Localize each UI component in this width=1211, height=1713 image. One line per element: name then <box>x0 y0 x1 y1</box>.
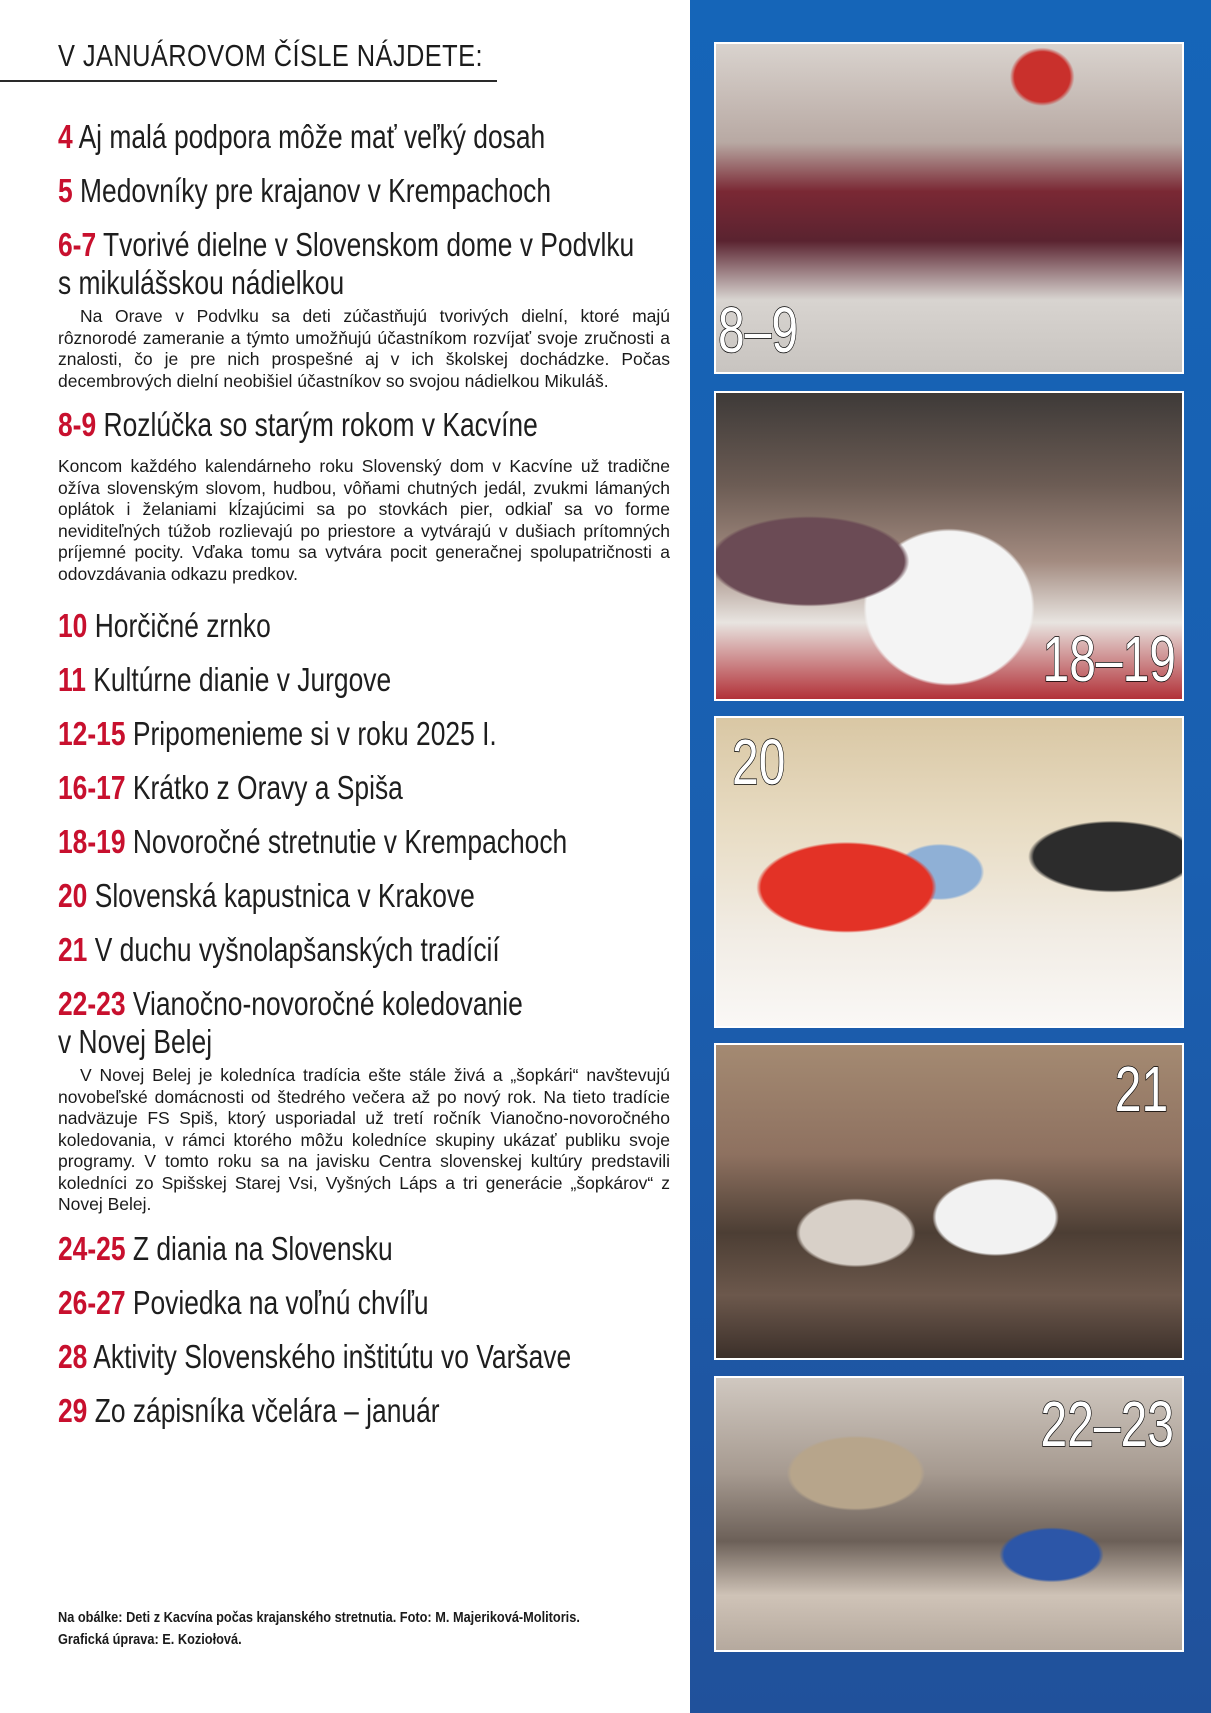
entry-title: Horčičné zrnko <box>94 607 271 644</box>
entry-summary: Na Orave v Podvlku sa deti zúčastňujú tvorivých dielní, ktoré majú rôznorodé zameranie a týmto umožňujú účastníkom rozvíjať svoje zručnosti a znalosti, čo je pre nich prospešné aj v ich školskej dochádzke. Počas decembrových dielní neobišiel účastníkov so svojou nádielkou Mikuláš. <box>58 306 670 391</box>
page-number: 29 <box>58 1391 88 1429</box>
photo-banquet-table[interactable] <box>714 391 1184 701</box>
page-number: 16-17 <box>58 769 126 806</box>
page-number: 28 <box>58 1337 88 1375</box>
photo-page-label: 18–19 <box>1042 623 1176 695</box>
page-number: 10 <box>58 607 88 644</box>
entry-title: Z diania na Slovensku <box>132 1229 393 1267</box>
entry-title: Zo zápisníka včelára – január <box>94 1391 440 1429</box>
entry-title: Pripomenieme si v roku 2025 I. <box>132 715 497 752</box>
photo-folk-children[interactable] <box>714 1043 1184 1360</box>
entry-summary: Koncom každého kalendárneho roku Slovenský dom v Kacvíne už tradične ožíva slovenským slovom, hudbou, vôňami chutných jedál, zvukmi lámaných oplátok i želaniami kĺzajúcimi sa po stovkách pier, odkiaľ sa vo forme neviditeľných túžob rozlievajú po priestore a vytvárajú v dušiach prítomných príjemné pocity. Vďaka tomu sa vytvára pocit generačnej spolupatričnosti a odovzdávania odkazu predkov. <box>58 456 670 584</box>
title-underline <box>0 80 497 82</box>
entry-title: Krátko z Oravy a Spiša <box>132 769 403 806</box>
page-number: 5 <box>58 172 73 209</box>
page-number: 18-19 <box>58 823 126 860</box>
toc-entry[interactable] <box>58 877 670 915</box>
entry-title: V duchu vyšnolapšanských tradícií <box>94 931 500 968</box>
page-number: 4 <box>58 118 73 155</box>
entry-title: Vianočno-novoročné koledovanie <box>132 985 523 1022</box>
entry-title: Slovenská kapustnica v Krakove <box>94 877 475 914</box>
entry-title: Aj malá podpora môže mať veľký dosah <box>78 118 546 155</box>
toc-entry[interactable] <box>58 406 670 585</box>
page-number: 8-9 <box>58 406 97 443</box>
toc-entry[interactable] <box>58 1284 670 1322</box>
toc-header <box>0 38 500 86</box>
page-number: 20 <box>58 877 88 914</box>
photo-page-label: 8–9 <box>718 294 799 366</box>
toc-entry[interactable] <box>58 607 670 645</box>
toc-entry[interactable] <box>58 985 670 1216</box>
toc-entry[interactable] <box>58 1392 670 1430</box>
photo-children-choir[interactable] <box>714 42 1184 374</box>
credits <box>58 1607 604 1651</box>
entry-title-continued: v Novej Belej <box>58 1023 213 1060</box>
entry-title: Medovníky pre krajanov v Krempachoch <box>80 172 552 209</box>
toc-entry[interactable] <box>58 226 670 392</box>
page-number: 22-23 <box>58 985 126 1022</box>
photo-page-label: 20 <box>732 726 786 798</box>
photo-women-soup[interactable] <box>714 716 1184 1028</box>
entry-title: Rozlúčka so starým rokom v Kacvíne <box>103 406 538 443</box>
entry-title: Tvorivé dielne v Slovenskom dome v Podvlku <box>103 226 635 263</box>
page-number: 12-15 <box>58 715 126 752</box>
photo-stage-carolers[interactable] <box>714 1376 1184 1652</box>
toc-entry[interactable] <box>58 823 670 861</box>
design-credit: Grafická úprava: E. Koziołová. <box>58 1632 242 1648</box>
toc-entry[interactable] <box>58 172 670 210</box>
photo-page-label: 22–23 <box>1040 1388 1174 1460</box>
toc-entry[interactable] <box>58 118 670 156</box>
page-number: 24-25 <box>58 1229 126 1267</box>
entry-title-continued: s mikulášskou nádielkou <box>58 264 345 301</box>
entry-title: Kultúrne dianie v Jurgove <box>93 661 392 698</box>
toc-entry[interactable] <box>58 1338 670 1376</box>
page-number: 6-7 <box>58 226 97 263</box>
page-number: 26-27 <box>58 1283 126 1321</box>
toc-entry[interactable] <box>58 931 670 969</box>
toc-entry[interactable] <box>58 661 670 699</box>
photo-sidebar <box>690 0 1211 1713</box>
photo-page-label: 21 <box>1114 1053 1168 1125</box>
entry-title: Novoročné stretnutie v Krempachoch <box>132 823 568 860</box>
toc-list <box>58 118 670 1430</box>
page-number: 11 <box>58 661 86 698</box>
toc-entry[interactable] <box>58 1230 670 1268</box>
toc-title: V JANUÁROVOM ČÍSLE NÁJDETE: <box>58 38 483 73</box>
entry-title: Poviedka na voľnú chvíľu <box>132 1283 429 1321</box>
toc-entry[interactable] <box>58 769 670 807</box>
toc-entry[interactable] <box>58 715 670 753</box>
cover-credit: Na obálke: Deti z Kacvína počas krajanského stretnutia. Foto: M. Majeriková-Molitoris. <box>58 1610 580 1626</box>
entry-summary: V Novej Belej je koledníca tradícia ešte stále živá a „šopkári“ navštevujú novobeľské domácnosti od štedrého večera až po nový rok. Na tieto tradície nadväzuje FS Spiš, ktorý usporiadal už tretí ročník Vianočno-novoročného koledovania, v rámci ktorého môžu koledníce skupiny ukázať publiku svoje programy. V tomto roku sa na javisku Centra slovenskej kultúry predstavili koledníci zo Spišskej Starej Vsi, Vyšných Láps a tri generácie „šopkárov“ z Novej Belej. <box>58 1065 670 1214</box>
page-number: 21 <box>58 931 88 968</box>
entry-title: Aktivity Slovenského inštitútu vo Varšave <box>93 1337 572 1375</box>
